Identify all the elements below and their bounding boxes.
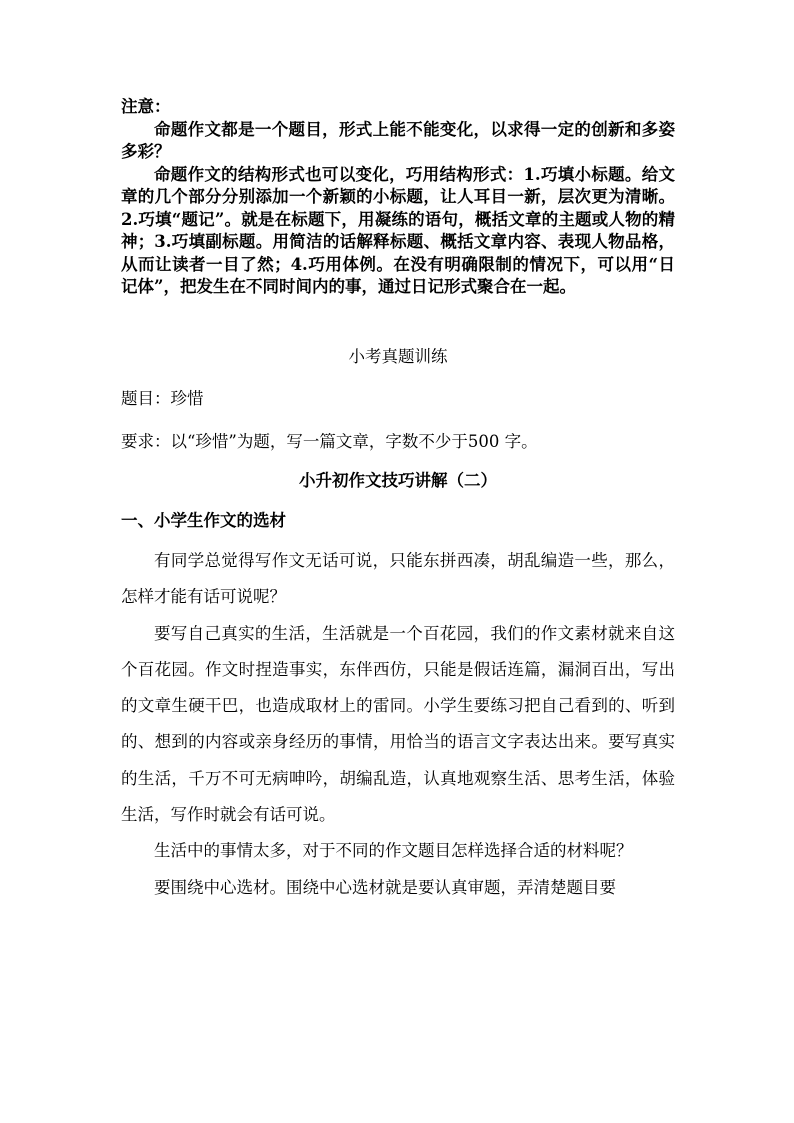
body-paragraph-2: 要写自己真实的生活，生活就是一个百花园，我们的作文素材就来自这个百花园。作文时捏造事实，东伴西仿，只能是假话连篇，漏洞百出，写出的文章生硬干巴，也造成取材上的雷同。小学生要练习把自己看到的、听到的、想到的内容或亲身经历的事情，用恰当的语言文字表达出来。要写真实的生活，千万不可无病呻吟，胡编乱造，认真地观察生活、思考生活，体验生活，写作时就会有话可说。 [121,623,675,825]
body-paragraph-4: 要围绕中心选材。围绕中心选材就是要认真审题，弄清楚题目要 [154,877,616,897]
note-paragraph-2: 命题作文的结构形式也可以变化，巧用结构形式：1.巧填小标题。给文章的几个部分分别添加一个新颖的小标题，让人耳目一新，层次更为清晰。2.巧填“题记”。就是在标题下，用凝练的语句，概括文章的主题或人物的精神；3.巧填副标题。用简洁的话解释标题、概括文章内容、表现人物品格，从而让读者一目了然；4.巧用体例。在没有明确限制的情况下，可以用“日记体”，把发生在不同时间内的事，通过日记形式聚合在一起。 [121,164,675,296]
lecture-body [121,543,675,906]
body-paragraph-1: 有同学总觉得写作文无话可说，只能东拼西凑，胡乱编造一些，那么，怎样才能有话可说呢？ [121,551,675,607]
lecture-title: 小升初作文技巧讲解（二） [299,471,497,490]
exam-requirement: 要求：以“珍惜”为题，写一篇文章，字数不少于500 字。 [121,432,538,451]
note-section [121,96,675,299]
exam-title: 小考真题训练 [348,347,448,366]
note-paragraph-1: 命题作文都是一个题目，形式上能不能变化，以求得一定的创新和多姿多彩？ [121,119,675,161]
body-paragraph-3: 生活中的事情太多，对于不同的作文题目怎样选择合适的材料呢？ [154,841,633,861]
section-heading: 一、小学生作文的选材 [121,511,286,530]
exam-topic: 题目：珍惜 [121,389,204,408]
note-label: 注意： [121,97,171,116]
